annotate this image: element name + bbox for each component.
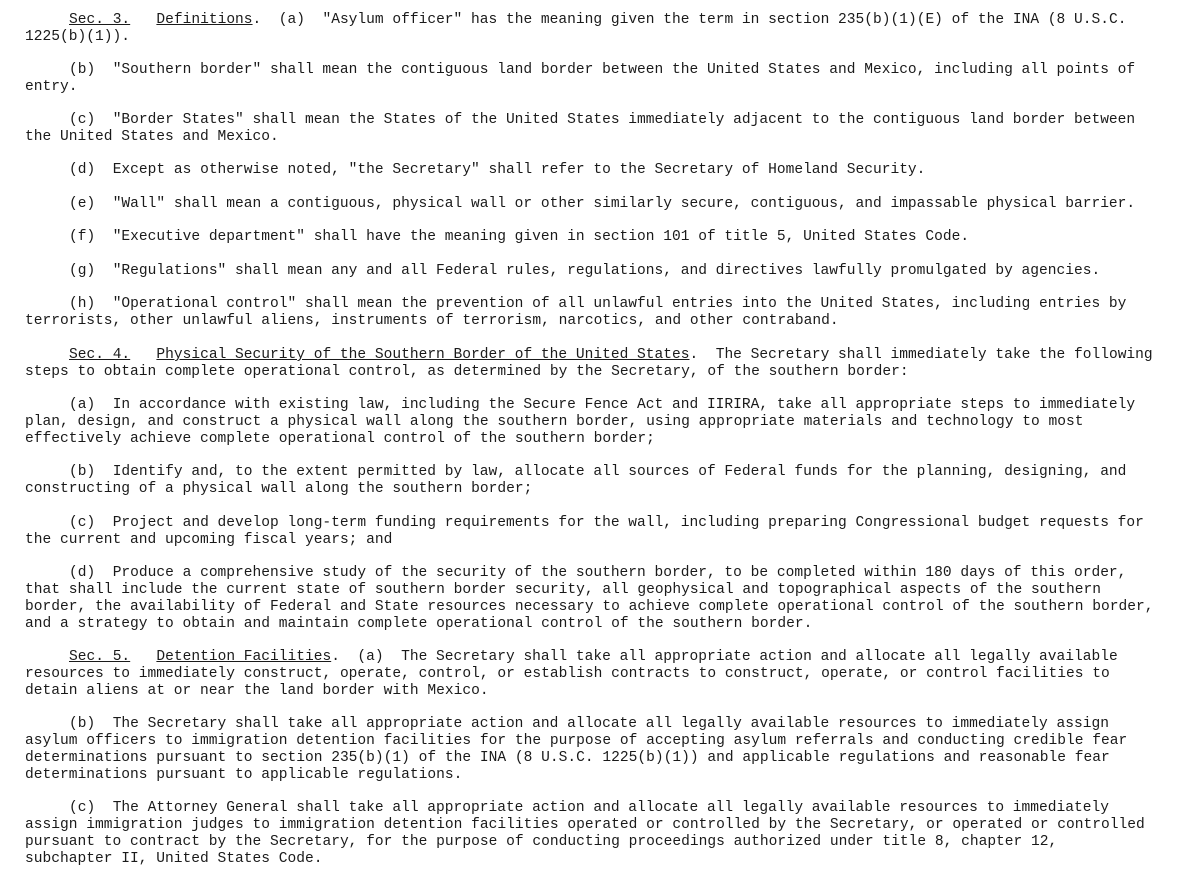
sec4-a-line3: effectively achieve complete operational control of the southern border;	[25, 431, 655, 447]
sec5-heading-line: Sec. 5. Detention Facilities. (a) The Secretary shall take all appropriate action and allocate all legally available	[69, 649, 1118, 665]
sec5-c-line1: (c) The Attorney General shall take all appropriate action and allocate all legally available resources to immediately	[69, 800, 1109, 816]
sec3-b-line2: entry.	[25, 79, 78, 95]
sec4-d-line1: (d) Produce a comprehensive study of the security of the southern border, to be completed within 180 days of this order,	[69, 565, 1127, 581]
sec4-intro-line2: steps to obtain complete operational control, as determined by the Secretary, of the southern border:	[25, 364, 909, 380]
sec3-a-line1: (a) "Asylum officer" has the meaning given the term in section 235(b)(1)(E) of the INA (8 U.S.C.	[278, 12, 1127, 28]
sec5-b-line1: (b) The Secretary shall take all appropriate action and allocate all legally available resources to immediately assign	[69, 716, 1109, 732]
sec4-c-line1: (c) Project and develop long-term funding requirements for the wall, including preparing Congressional budget requests for	[69, 515, 1144, 531]
sec3-heading-line: Sec. 3. Definitions. (a) "Asylum officer" has the meaning given the term in section 235(b)(1)(E) of the INA (8 U.S.C.	[69, 12, 1127, 28]
sec4-intro-line1: The Secretary shall immediately take the following	[715, 347, 1153, 363]
sec3-a-line2: 1225(b)(1)).	[25, 29, 130, 45]
sec4-d-line3: border, the availability of Federal and State resources necessary to achieve complete operational control of the southern border,	[25, 599, 1154, 615]
sec3-heading: Sec. 3.	[69, 12, 131, 28]
sec4-a-line2: plan, design, and construct a physical wall along the southern border, using appropriate materials and technology to most	[25, 414, 1084, 430]
sec4-d-line4: and a strategy to obtain and maintain complete operational control of the southern border.	[25, 616, 813, 632]
sec5-a-line2: resources to immediately construct, operate, control, or establish contracts to construct, operate, or control facilities to	[25, 666, 1110, 682]
sec3-f-line1: (f) "Executive department" shall have the meaning given in section 101 of title 5, United States Code.	[69, 229, 970, 245]
sec4-c-line2: the current and upcoming fiscal years; and	[25, 532, 393, 548]
sec5-title: Detention Facilities	[156, 649, 332, 665]
sec5-c-line2: assign immigration judges to immigration detention facilities operated or controlled by the Secretary, or operated or controlled	[25, 817, 1145, 833]
sec5-b-line3: determinations pursuant to section 235(b)(1) of the INA (8 U.S.C. 1225(b)(1)) and applicable regulations and reasonable fear	[25, 750, 1110, 766]
sec3-c-line2: the United States and Mexico.	[25, 129, 279, 145]
sec3-d-line1: (d) Except as otherwise noted, "the Secretary" shall refer to the Secretary of Homeland Security.	[69, 162, 926, 178]
sec5-a-line3: detain aliens at or near the land border with Mexico.	[25, 683, 489, 699]
sec4-heading: Sec. 4.	[69, 347, 131, 363]
sec3-title: Definitions	[156, 12, 253, 28]
sec4-b-line2: constructing of a physical wall along the southern border;	[25, 481, 533, 497]
sec5-b-line4: determinations pursuant to applicable regulations.	[25, 767, 463, 783]
sec4-d-line2: that shall include the current state of southern border security, all geophysical and topographical aspects of the southern	[25, 582, 1102, 598]
sec3-g-line1: (g) "Regulations" shall mean any and all Federal rules, regulations, and directives lawfully promulgated by agencies.	[69, 263, 1101, 279]
sec4-title: Physical Security of the Southern Border of the United States	[156, 347, 690, 363]
sec3-h-line2: terrorists, other unlawful aliens, instruments of terrorism, narcotics, and other contraband.	[25, 313, 839, 329]
sec4-a-line1: (a) In accordance with existing law, including the Secure Fence Act and IIRIRA, take all appropriate steps to immediately	[69, 397, 1136, 413]
sec5-c-line4: subchapter II, United States Code.	[25, 851, 323, 867]
sec5-heading: Sec. 5.	[69, 649, 131, 665]
sec3-b-line1: (b) "Southern border" shall mean the contiguous land border between the United States and Mexico, including all points of	[69, 62, 1136, 78]
sec4-heading-line: Sec. 4. Physical Security of the Southern Border of the United States. The Secretary shall immediately take the following	[69, 347, 1153, 363]
sec5-c-line3: pursuant to contract by the Secretary, for the purpose of conducting proceedings authorized under title 8, chapter 12,	[25, 834, 1058, 850]
sec3-h-line1: (h) "Operational control" shall mean the prevention of all unlawful entries into the United States, including entries by	[69, 296, 1127, 312]
sec4-b-line1: (b) Identify and, to the extent permitted by law, allocate all sources of Federal funds for the planning, designing, and	[69, 464, 1127, 480]
sec3-c-line1: (c) "Border States" shall mean the States of the United States immediately adjacent to the contiguous land border between	[69, 112, 1136, 128]
sec5-b-line2: asylum officers to immigration detention facilities for the purpose of accepting asylum referrals and conducting credible fear	[25, 733, 1128, 749]
sec3-e-line1: (e) "Wall" shall mean a contiguous, physical wall or other similarly secure, contiguous, and impassable physical barrier.	[69, 196, 1136, 212]
sec5-a-line1: (a) The Secretary shall take all appropriate action and allocate all legally available	[357, 649, 1118, 665]
